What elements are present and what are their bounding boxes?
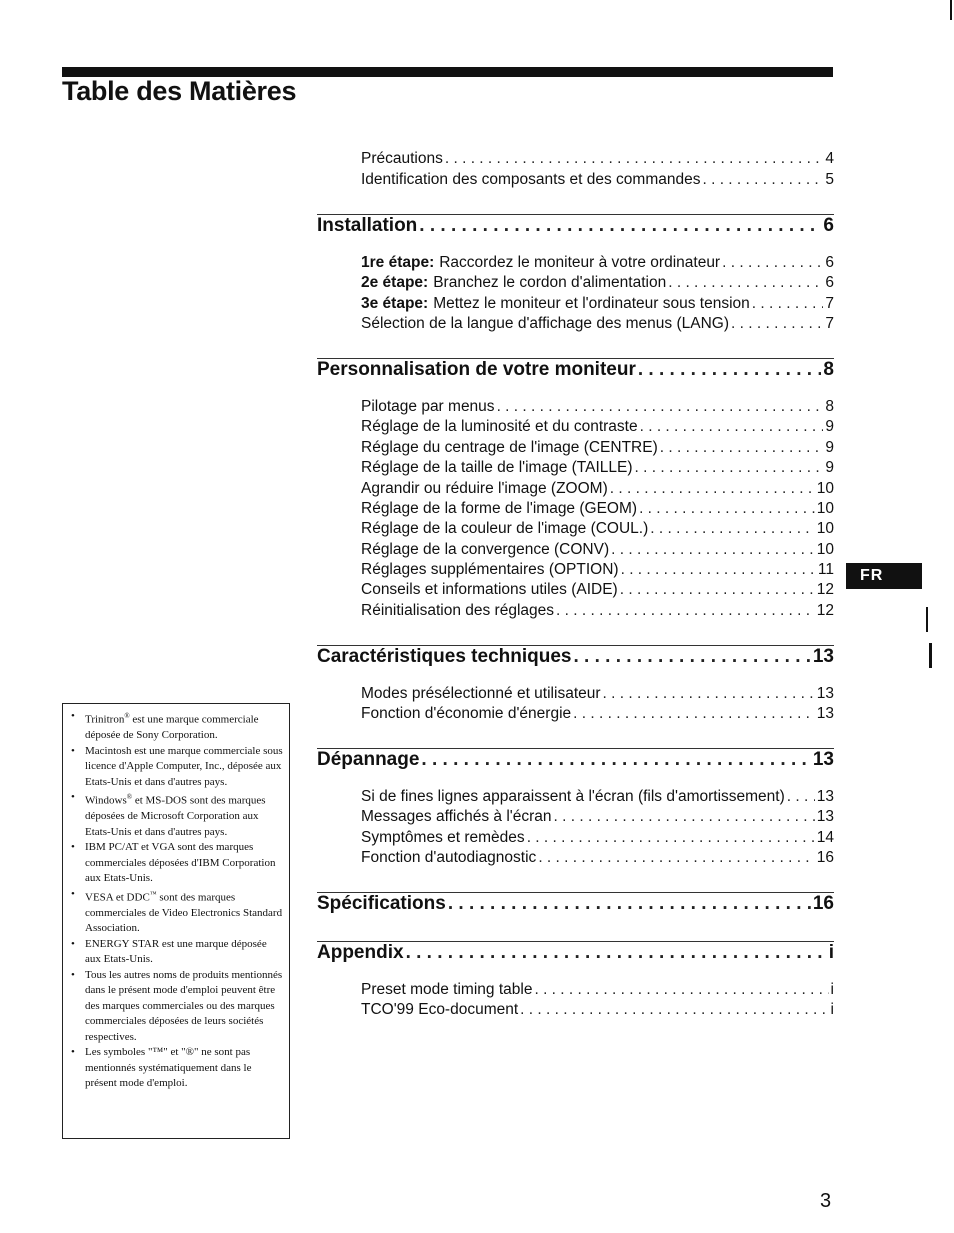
toc-entry-page: i bbox=[830, 981, 834, 998]
toc-entry bbox=[361, 398, 834, 418]
note-item bbox=[71, 840, 283, 887]
section-heading-label: Appendix bbox=[317, 942, 404, 963]
note-text: Trinitron bbox=[85, 713, 125, 726]
dot-leader bbox=[752, 295, 824, 313]
dot-leader bbox=[573, 705, 815, 723]
toc-entry-label: Raccordez le moniteur à votre ordinateur bbox=[439, 254, 721, 271]
note-text: Les symboles "™" et "®" ne sont pas mentionnés systématiquement dans le présent mode d'emploi. bbox=[85, 1046, 252, 1090]
note-text: ENERGY STAR est une marque déposée aux Etats-Unis. bbox=[85, 937, 267, 966]
note-item bbox=[71, 887, 283, 937]
dot-leader bbox=[610, 480, 815, 498]
page-title: Table des Matières bbox=[62, 76, 297, 106]
toc-entry bbox=[361, 418, 834, 438]
dot-leader bbox=[534, 981, 828, 999]
toc-entry bbox=[361, 849, 834, 869]
notes-list bbox=[71, 709, 283, 1092]
section-heading-page: 13 bbox=[812, 749, 834, 770]
toc-entry bbox=[361, 705, 834, 725]
toc-entry bbox=[361, 541, 834, 561]
toc-entry-page: 6 bbox=[825, 254, 834, 271]
section-heading-label: Personnalisation de votre moniteur bbox=[317, 359, 636, 380]
dot-leader bbox=[497, 398, 824, 416]
note-text: sont des marques commerciales de Video Electronics Standard Association. bbox=[85, 891, 283, 935]
dot-leader bbox=[611, 541, 815, 559]
section-heading-page: 8 bbox=[823, 359, 834, 380]
dot-leader bbox=[620, 581, 815, 599]
toc-entry-page: 14 bbox=[816, 829, 834, 846]
dot-leader bbox=[650, 520, 814, 538]
dot-leader bbox=[520, 1001, 828, 1019]
note-text: est une marque commerciale déposée de Sony Corporation. bbox=[85, 713, 259, 742]
scan-mark bbox=[926, 607, 928, 632]
toc-entry bbox=[361, 254, 834, 274]
note-text: Macintosh est une marque commerciale sous licence d'Apple Computer, Inc., déposée aux Etats-Unis et dans d'autres pays. bbox=[85, 744, 283, 788]
trademark-notes bbox=[62, 703, 290, 1139]
section-caracteristiques bbox=[317, 646, 834, 672]
section-heading-label: Caractéristiques techniques bbox=[317, 646, 572, 667]
toc-entry bbox=[361, 788, 834, 808]
toc-entry-label: Conseils et informations utiles (AIDE) bbox=[361, 581, 618, 598]
toc-entry-page: 10 bbox=[816, 520, 834, 537]
note-mark: ® bbox=[124, 712, 130, 720]
toc-entry-page: 9 bbox=[825, 459, 834, 476]
note-item bbox=[71, 790, 283, 840]
toc-entry-page: 11 bbox=[817, 561, 834, 578]
toc-entry-page: 12 bbox=[816, 602, 834, 619]
section-personnalisation bbox=[317, 359, 834, 385]
language-tab: FR bbox=[846, 563, 922, 589]
toc-entry-page: 5 bbox=[825, 171, 834, 188]
toc-entry-page: i bbox=[830, 1001, 834, 1018]
dot-leader bbox=[554, 808, 815, 826]
toc-entry-label: Preset mode timing table bbox=[361, 981, 533, 998]
toc-entry-page: 13 bbox=[816, 788, 834, 805]
section-heading-page: 13 bbox=[812, 646, 834, 667]
dot-leader bbox=[640, 418, 824, 436]
toc-entry bbox=[361, 459, 834, 479]
dot-leader bbox=[702, 171, 823, 189]
toc-entry-label: Sélection de la langue d'affichage des menus (LANG) bbox=[361, 315, 730, 332]
toc-entry-label: Pilotage par menus bbox=[361, 398, 495, 415]
toc-entry-label: Agrandir ou réduire l'image (ZOOM) bbox=[361, 480, 608, 497]
page-number: 3 bbox=[820, 1190, 832, 1212]
dot-leader bbox=[421, 749, 810, 771]
toc-entry bbox=[361, 561, 834, 581]
note-item bbox=[71, 744, 283, 791]
toc-entry bbox=[361, 808, 834, 828]
dot-leader bbox=[638, 359, 822, 381]
toc-entry bbox=[361, 581, 834, 601]
section-heading-label: Installation bbox=[317, 215, 418, 236]
toc-entry bbox=[361, 685, 834, 705]
dot-leader bbox=[731, 315, 823, 333]
toc-entry bbox=[361, 500, 834, 520]
note-text: Tous les autres noms de produits mentionnés dans le présent mode d'emploi peuvent être des marques commerciales ou des marques commerciales déposées de leurs sociétés respectives. bbox=[85, 968, 283, 1043]
section-appendix bbox=[317, 942, 834, 968]
toc-entry-step: 2e étape: bbox=[361, 274, 429, 291]
dot-leader bbox=[722, 254, 823, 272]
toc-entry-page: 10 bbox=[816, 541, 834, 558]
toc-entry-label: Messages affichés à l'écran bbox=[361, 808, 552, 825]
toc-entry-page: 13 bbox=[816, 808, 834, 825]
toc-entry-step: 3e étape: bbox=[361, 295, 429, 312]
section-depannage bbox=[317, 749, 834, 775]
note-item bbox=[71, 1045, 283, 1092]
toc-entry bbox=[361, 150, 834, 170]
toc-entry-label: Identification des composants et des commandes bbox=[361, 171, 701, 188]
toc-entry-label: Si de fines lignes apparaissent à l'écran (fils d'amortissement) bbox=[361, 788, 785, 805]
dot-leader bbox=[527, 829, 815, 847]
table-of-contents bbox=[317, 0, 834, 1040]
toc-entry-label: Réglage de la luminosité et du contraste bbox=[361, 418, 638, 435]
toc-entry-page: 6 bbox=[825, 274, 834, 291]
toc-entry-label: Mettez le moniteur et l'ordinateur sous tension bbox=[433, 295, 750, 312]
scan-mark bbox=[929, 643, 932, 668]
toc-entry-label: Réglage de la taille de l'image (TAILLE) bbox=[361, 459, 633, 476]
toc-entry-label: TCO'99 Eco-document bbox=[361, 1001, 519, 1018]
section-heading-page: 16 bbox=[812, 893, 834, 914]
toc-entry-label: Réglage de la convergence (CONV) bbox=[361, 541, 610, 558]
section-heading-label: Spécifications bbox=[317, 893, 446, 914]
toc-entry bbox=[361, 171, 834, 191]
dot-leader bbox=[406, 942, 827, 964]
toc-entry-step: 1re étape: bbox=[361, 254, 435, 271]
toc-entry-page: 4 bbox=[825, 150, 834, 167]
dot-leader bbox=[639, 500, 815, 518]
toc-entry-page: 10 bbox=[816, 480, 834, 497]
toc-entry bbox=[361, 829, 834, 849]
note-text: Windows bbox=[85, 794, 127, 807]
toc-entry-page: 7 bbox=[825, 295, 834, 312]
toc-entry-label: Réglages supplémentaires (OPTION) bbox=[361, 561, 619, 578]
toc-entry bbox=[361, 315, 834, 335]
toc-entry-label: Réglage du centrage de l'image (CENTRE) bbox=[361, 439, 658, 456]
scan-mark bbox=[950, 0, 952, 20]
toc-entry-label: Branchez le cordon d'alimentation bbox=[433, 274, 667, 291]
toc-entry bbox=[361, 439, 834, 459]
dot-leader bbox=[787, 788, 815, 806]
section-heading-label: Dépannage bbox=[317, 749, 420, 770]
toc-entry bbox=[361, 981, 834, 1001]
note-mark: ® bbox=[126, 793, 133, 802]
dot-leader bbox=[621, 561, 816, 579]
toc-entry-label: Modes présélectionné et utilisateur bbox=[361, 685, 601, 702]
section-heading-page: i bbox=[828, 942, 834, 963]
toc-entry-label: Réinitialisation des réglages bbox=[361, 602, 555, 619]
note-item bbox=[71, 937, 283, 968]
dot-leader bbox=[635, 459, 824, 477]
dot-leader bbox=[660, 439, 824, 457]
dot-leader bbox=[668, 274, 823, 292]
toc-entry bbox=[361, 1001, 834, 1021]
toc-entry-label: Réglage de la couleur de l'image (COUL.) bbox=[361, 520, 649, 537]
toc-entry-page: 7 bbox=[825, 315, 834, 332]
note-item bbox=[71, 968, 283, 1046]
dot-leader bbox=[445, 150, 824, 168]
dot-leader bbox=[556, 602, 815, 620]
toc-entry-label: Fonction d'économie d'énergie bbox=[361, 705, 572, 722]
toc-entry-label: Précautions bbox=[361, 150, 443, 167]
note-text: et MS-DOS sont des marques déposées de Microsoft Corporation aux Etats-Unis et dans d'autres pays. bbox=[85, 794, 266, 838]
dot-leader bbox=[573, 646, 810, 668]
toc-entry bbox=[361, 602, 834, 622]
toc-entry-label: Réglage de la forme de l'image (GEOM) bbox=[361, 500, 638, 517]
toc-entry-page: 10 bbox=[816, 500, 834, 517]
section-installation bbox=[317, 215, 834, 241]
note-text: IBM PC/AT et VGA sont des marques commerciales déposées d'IBM Corporation aux Etats-Unis. bbox=[85, 841, 276, 885]
dot-leader bbox=[419, 215, 821, 237]
toc-entry bbox=[361, 295, 834, 315]
toc-entry-page: 13 bbox=[816, 705, 834, 722]
section-specifications bbox=[317, 893, 834, 919]
toc-entry-page: 16 bbox=[816, 849, 834, 866]
note-mark: ™ bbox=[149, 889, 157, 898]
toc-entry bbox=[361, 520, 834, 540]
dot-leader bbox=[538, 849, 814, 867]
toc-entry-page: 8 bbox=[825, 398, 834, 415]
toc-entry-page: 13 bbox=[816, 685, 834, 702]
note-item bbox=[71, 709, 283, 744]
toc-entry-page: 12 bbox=[816, 581, 834, 598]
dot-leader bbox=[448, 893, 811, 915]
note-text: VESA et DDC bbox=[85, 891, 150, 904]
toc-entry-label: Fonction d'autodiagnostic bbox=[361, 849, 537, 866]
toc-entry-label: Symptômes et remèdes bbox=[361, 829, 525, 846]
toc-entry-page: 9 bbox=[825, 418, 834, 435]
toc-entry-page: 9 bbox=[825, 439, 834, 456]
toc-entry bbox=[361, 480, 834, 500]
toc-entry bbox=[361, 274, 834, 294]
dot-leader bbox=[603, 685, 815, 703]
section-heading-page: 6 bbox=[823, 215, 834, 236]
